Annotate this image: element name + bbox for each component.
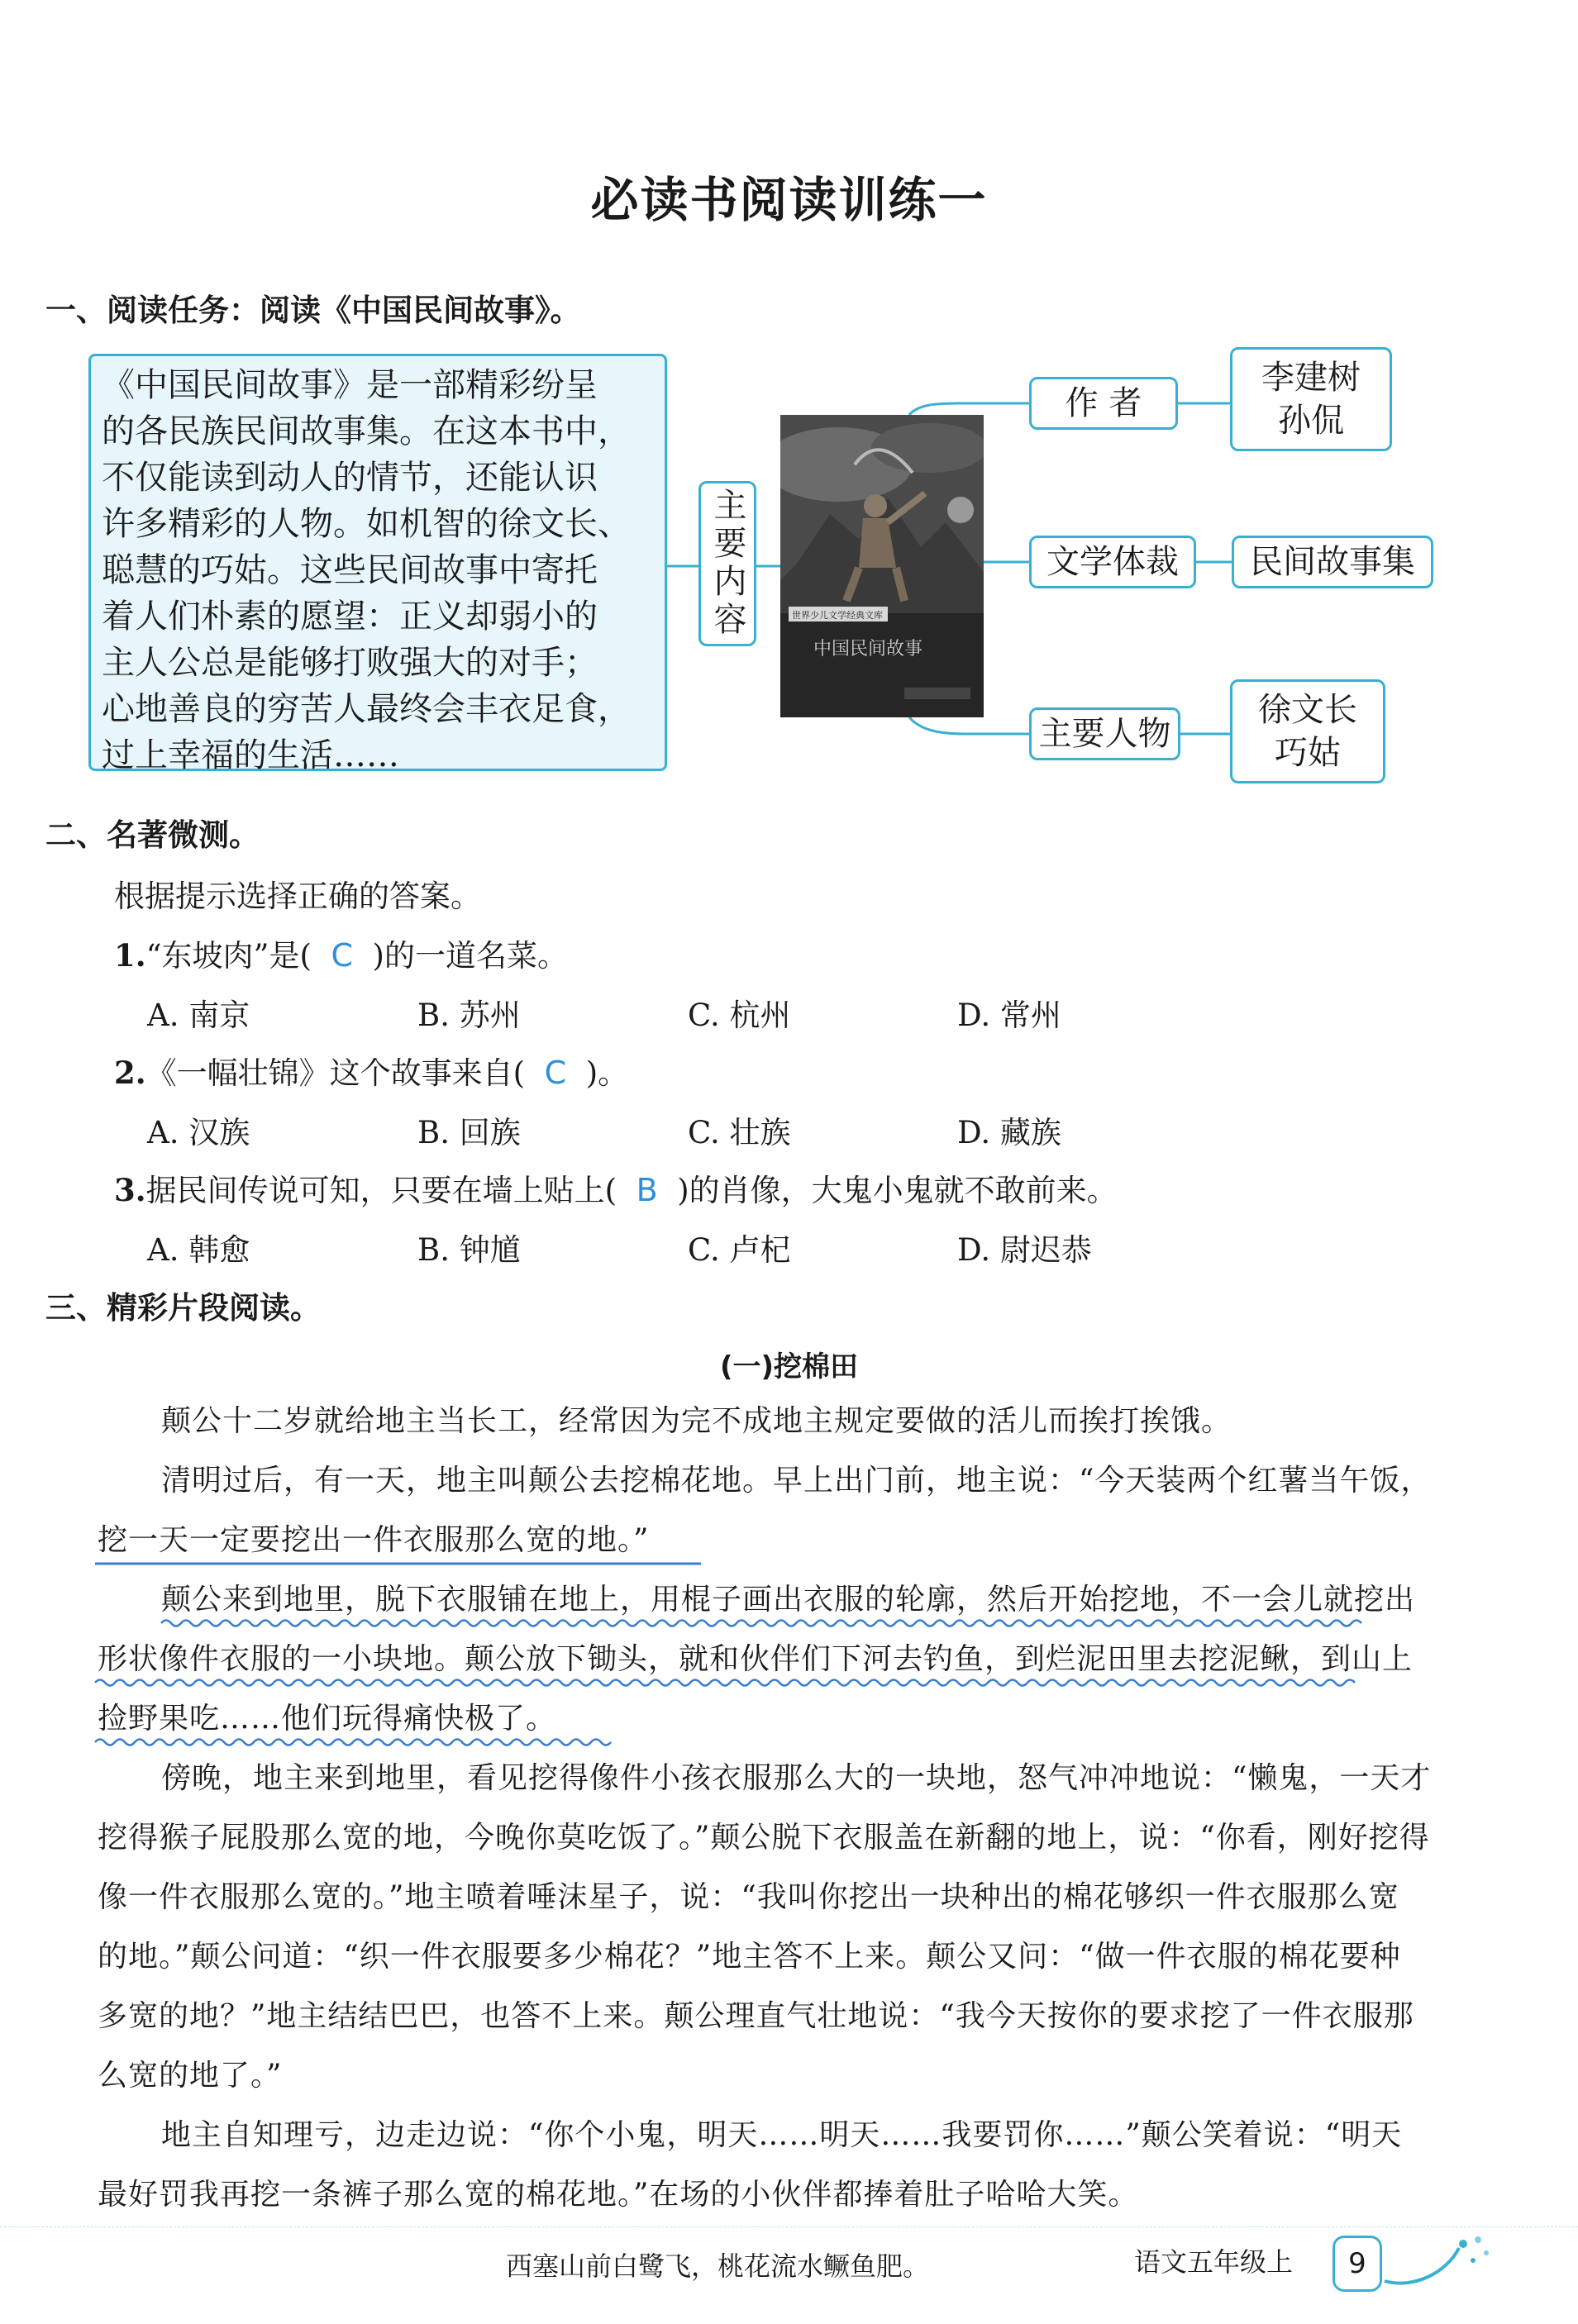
question-text-end: )的肖像，大鬼小鬼就不敢前来。 [677, 1173, 1118, 1208]
intro-line: 不仅能读到动人的情节，还能认识 [102, 459, 598, 497]
intro-line: 心地善良的穷苦人最终会丰衣足食， [102, 690, 631, 728]
option: D. 尉迟恭 [957, 1232, 1092, 1268]
author-value: 孙侃 [1278, 402, 1344, 440]
question-text: “东坡肉”是( [145, 938, 312, 974]
character-value: 巧姑 [1275, 734, 1341, 772]
section1-heading: 一、阅读任务：阅读《中国民间故事》。 [45, 293, 581, 328]
question-number: 2. [114, 1055, 146, 1091]
passage-line: 颠公来到地里，脱下衣服铺在地上，用棍子画出衣服的轮廓，然后开始挖地，不一会儿就挖出 [161, 1583, 1416, 1617]
wavy-underline [161, 1621, 1361, 1626]
section3-heading: 三、精彩片段阅读。 [45, 1290, 321, 1326]
option: A. 汉族 [147, 1115, 250, 1150]
option: B. 回族 [417, 1115, 521, 1150]
author-label: 作 者 [1029, 377, 1178, 430]
intro-line: 许多精彩的人物。如机智的徐文长、 [102, 505, 631, 543]
question-text-end: )。 [585, 1055, 629, 1091]
passage-line: 傍晚，地主来到地里，看见挖得像件小孩衣服那么大的一块地，怒气冲冲地说：“懒鬼，一天才 [161, 1761, 1432, 1795]
passage-line: 多宽的地？”地主结结巴巴，也答不上来。颠公理直气壮地说：“我今天按你的要求挖了一件衣服那 [98, 1999, 1414, 2033]
passage-line: 捡野果吃……他们玩得痛快极了。 [98, 1702, 557, 1736]
book-cover-image [780, 415, 984, 717]
question-answer: C [544, 1055, 567, 1091]
wavy-underline [95, 1680, 1355, 1686]
option: A. 韩愈 [147, 1232, 250, 1268]
question-3 [114, 1165, 1118, 1210]
option: D. 藏族 [957, 1115, 1061, 1150]
question-number: 3. [114, 1172, 146, 1208]
option: B. 钟馗 [417, 1232, 521, 1268]
book-cover-art [780, 415, 984, 717]
section2-heading: 二、名著微测。 [45, 817, 260, 853]
option: C. 壮族 [688, 1115, 791, 1150]
page-title: 必读书阅读训练一 [590, 172, 988, 228]
option: D. 常州 [957, 998, 1061, 1033]
intro-line: 着人们朴素的愿望：正义却弱小的 [102, 598, 598, 636]
wavy-underline [95, 1740, 611, 1745]
question-answer: B [636, 1172, 658, 1208]
intro-line: 主人公总是能够打败强大的对手； [102, 644, 598, 682]
passage-line: 形状像件衣服的一小块地。颠公放下锄头，就和伙伴们下河去钓鱼，到烂泥田里去挖泥鳅，到山上 [98, 1642, 1414, 1676]
main-content-label: 主要内容 [698, 481, 756, 646]
book-series-text: 世界少儿文学经典文库 [792, 610, 883, 621]
passage-line: 像一件衣服那么宽的。”地主喷着唾沫星子，说：“我叫你挖出一块种出的棉花够织一件衣服那么宽 [98, 1880, 1399, 1914]
option: B. 苏州 [417, 998, 521, 1033]
intro-line: 聪慧的巧姑。这些民间故事中寄托 [102, 551, 598, 589]
intro-line: 《中国民间故事》是一部精彩纷呈 [102, 366, 598, 404]
book-cover-title: 中国民间故事 [813, 639, 923, 660]
page-number: 9 [1332, 2236, 1382, 2292]
footer-divider [0, 2226, 1578, 2227]
author-value: 李建树 [1261, 359, 1361, 397]
genre-label: 文学体裁 [1029, 536, 1196, 588]
question-1 [114, 931, 568, 975]
character-value: 徐文长 [1258, 691, 1357, 729]
question-text-end: )的一道名菜。 [372, 938, 568, 974]
passage-line: 么宽的地了。” [98, 2059, 283, 2093]
passage-subtitle: (一)挖棉田 [719, 1350, 859, 1383]
question-number: 1. [114, 937, 146, 974]
passage-line: 的地。”颠公问道：“织一件衣服要多少棉花？”地主答不上来。颠公又问：“做一件衣服的棉花要种 [98, 1940, 1401, 1974]
option: C. 杭州 [688, 998, 791, 1033]
passage-line: 挖得猴子屁股那么宽的地，今晚你莫吃饭了。”颠公脱下衣服盖在新翻的地上，说：“你看，刚好挖得 [98, 1821, 1430, 1855]
passage-line: 颠公十二岁就给地主当长工，经常因为完不成地主规定要做的活儿而挨打挨饿。 [161, 1404, 1232, 1438]
author-values [1230, 347, 1392, 451]
question-text: 据民间传说可知，只要在墙上贴上( [145, 1173, 617, 1208]
intro-line: 的各民族民间故事集。在这本书中， [102, 412, 631, 450]
question-2 [114, 1048, 628, 1093]
characters-values [1230, 679, 1385, 783]
question-text: 《一幅壮锦》这个故事来自( [145, 1055, 526, 1091]
section2-instruction: 根据提示选择正确的答案。 [114, 879, 481, 914]
question-answer: C [331, 937, 353, 974]
passage-line: 最好罚我再挖一条裤子那么宽的棉花地。”在场的小伙伴都捧着肚子哈哈大笑。 [98, 2178, 1139, 2212]
passage-line: 挖一天一定要挖出一件衣服那么宽的地。” [98, 1523, 650, 1557]
genre-value: 民间故事集 [1232, 536, 1433, 588]
passage-line: 地主自知理亏，边走边说：“你个小鬼，明天……明天……我要罚你……”颠公笑着说：“明天 [161, 2118, 1403, 2152]
characters-label: 主要人物 [1029, 707, 1180, 760]
option: C. 卢杞 [688, 1232, 791, 1268]
footer-book-label: 语文五年级上 [1134, 2246, 1294, 2278]
student-underlines [0, 1488, 1578, 1752]
option: A. 南京 [147, 998, 250, 1033]
footer-swirl-icon [1380, 2223, 1496, 2298]
intro-line: 过上幸福的生活…… [102, 736, 399, 774]
passage-line: 清明过后，有一天，地主叫颠公去挖棉花地。早上出门前，地主说：“今天装两个红薯当午饭， [161, 1464, 1432, 1498]
footer-poem: 西塞山前白鹭飞，桃花流水鳜鱼肥。 [506, 2250, 930, 2282]
